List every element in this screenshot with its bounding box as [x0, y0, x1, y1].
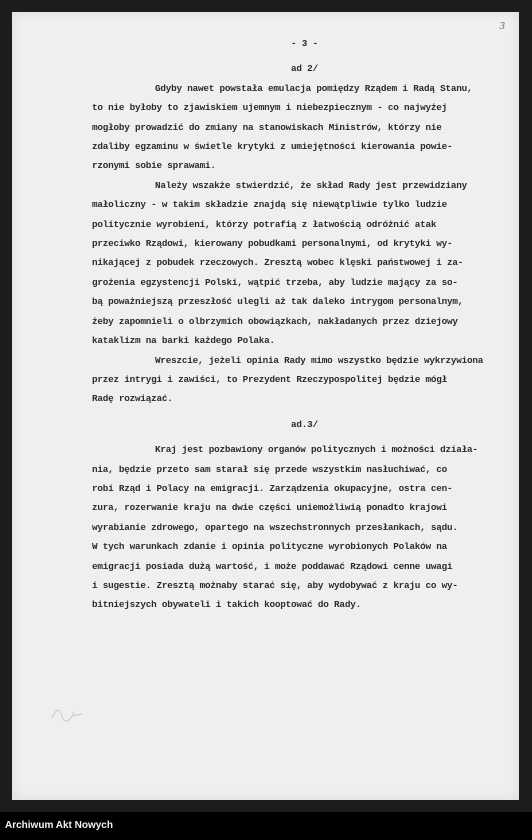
text-line: przeciwko Rządowi, kierowany pobudkami personalnymi, od krytyki wy-: [92, 238, 453, 250]
text-line: mogłoby prowadzić do zmiany na stanowiskach Ministrów, którzy nie: [92, 121, 442, 133]
text-line: żeby zapomnieli o olbrzymich obowiązkach, nakładanych przez dziejowy: [92, 315, 458, 327]
section-heading-3: ad.3/: [291, 418, 318, 430]
text-line: rzonymi sobie sprawami.: [92, 160, 216, 172]
text-line: i sugestie. Zresztą możnaby starać się, aby wydobywać z kraju co wy-: [92, 579, 458, 591]
text-line: bą poważniejszą przeszłość ulegli aż tak daleko intrygom personalnym,: [92, 296, 464, 308]
text-line: wyrabianie zdrowego, opartego na wszechstronnych przesłankach, sądu.: [92, 521, 458, 533]
text-line: robi Rząd i Polacy na emigracji. Zarządzenia okupacyjne, ostra cen-: [92, 482, 453, 494]
text-line: małoliczny - w takim składzie znajdą się niewątpliwie tylko ludzie: [92, 199, 448, 211]
text-line: nia, będzie przeto sam starał się przede wszystkim nasłuchiwać, co: [92, 463, 448, 475]
archive-footer-bar: [0, 812, 532, 840]
text-line: politycznie wyrobieni, którzy potrafią z łatwością odróżnić atak: [92, 218, 437, 230]
section-heading-2: ad 2/: [291, 63, 318, 75]
text-line: kataklizm na barki każdego Polaka.: [92, 335, 275, 347]
text-line: Kraj jest pozbawiony organów politycznych i możności działa-: [155, 444, 478, 456]
typed-text-body: [92, 34, 517, 615]
text-line: bitniejszych obywateli i takich kooptować do Rady.: [92, 599, 361, 611]
text-line: to nie byłoby to zjawiskiem ujemnym i niebezpiecznym - co najwyżej: [92, 102, 448, 114]
faint-pencil-mark: [48, 702, 88, 726]
page-number: - 3 -: [291, 38, 318, 49]
corner-page-mark: 3: [499, 20, 505, 32]
archive-name: Archiwum Akt Nowych: [5, 820, 113, 831]
document-page: [12, 12, 519, 800]
text-line: Należy wszakże stwierdzić, że skład Rady jest przewidziany: [155, 179, 467, 191]
text-line: nikającej z pobudek rzeczowych. Zresztą wobec klęski państwowej i za-: [92, 257, 464, 269]
text-line: zdaliby egzaminu w świetle krytyki z umiejętności kierowania powie-: [92, 141, 453, 153]
text-line: grożenia egzystencji Polski, wątpić trzeba, aby ludzie mający za so-: [92, 276, 458, 288]
text-line: Wreszcie, jeżeli opinia Rady mimo wszystko będzie wykrzywiona: [155, 354, 484, 366]
text-line: Radę rozwiązać.: [92, 393, 173, 405]
text-line: zura, rozerwanie kraju na dwie części uniemożliwią ponadto krajowi: [92, 502, 448, 514]
text-line: W tych warunkach zdanie i opinia polityczne wyrobionych Polaków na: [92, 541, 448, 553]
text-line: Gdyby nawet powstała emulacja pomiędzy Rządem i Radą Stanu,: [155, 82, 473, 94]
text-line: przez intrygi i zawiści, to Prezydent Rzeczypospolitej będzie mógł: [92, 373, 448, 385]
text-line: emigracji posiada dużą wartość, i może poddawać Rządowi cenne uwagi: [92, 560, 453, 572]
